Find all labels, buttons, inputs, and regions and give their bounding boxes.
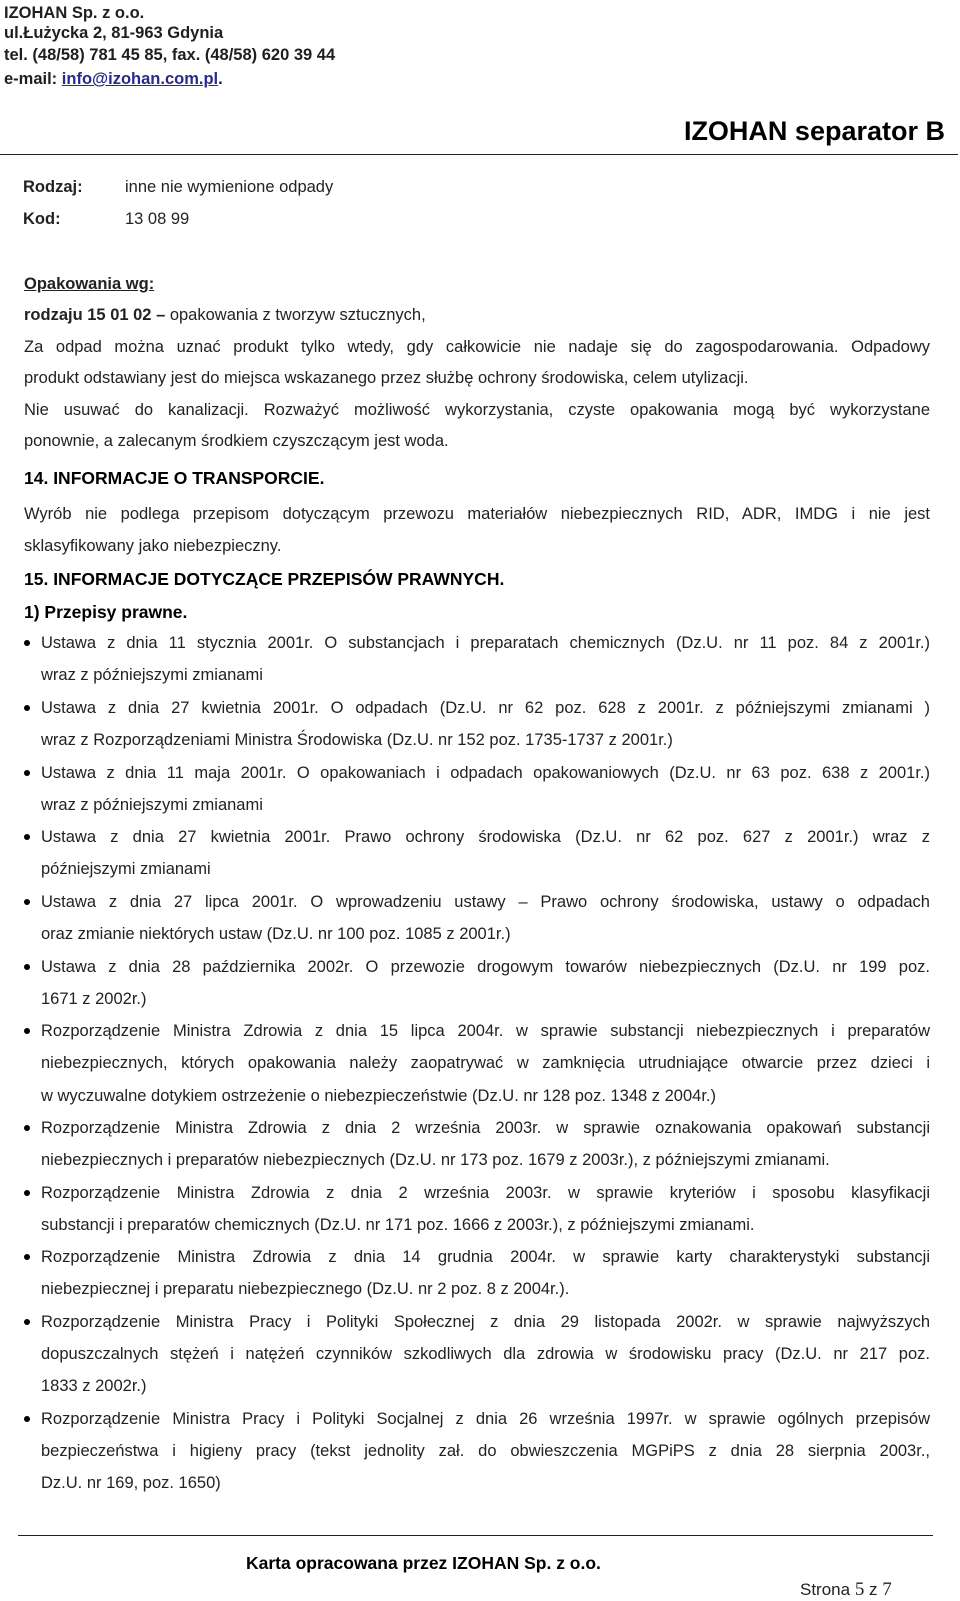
bullet-icon bbox=[24, 1028, 30, 1034]
regulation-item-cont: substancji i preparatów chemicznych (Dz.U. nr 171 poz. 1666 z 2003r.), z późniejszymi zmianami. bbox=[41, 1216, 755, 1234]
sewage-text-line-1: Nie usuwać do kanalizacji. Rozważyć możliwość wykorzystania, czyste opakowania mogą być wykorzystane bbox=[24, 401, 930, 419]
packaging-heading: Opakowania wg: bbox=[24, 275, 155, 293]
disposal-text-line-2: produkt odstawiany jest do miejsca wskazanego przez służbę ochrony środowiska, celem utylizacji. bbox=[24, 369, 749, 387]
regulation-item-cont: niebezpiecznej i preparatu niebezpiecznego (Dz.U. nr 2 poz. 8 z 2004r.). bbox=[41, 1280, 570, 1298]
bullet-icon bbox=[24, 1125, 30, 1131]
packaging-line bbox=[24, 305, 426, 325]
packaging-desc: opakowania z tworzyw sztucznych, bbox=[165, 306, 426, 324]
waste-code-label: Kod: bbox=[23, 210, 61, 228]
regulation-item-cont: oraz zmianie niektórych ustaw (Dz.U. nr 100 poz. 1085 z 2001r.) bbox=[41, 925, 511, 943]
bullet-icon bbox=[24, 1319, 30, 1325]
regulation-item-cont: dopuszczalnych stężeń i natężeń czynników szkodliwych dla zdrowia w środowisku pracy (Dz.U. nr 217 poz. bbox=[41, 1345, 930, 1363]
regulation-item: Ustawa z dnia 27 kwietnia 2001r. Prawo ochrony środowiska (Dz.U. nr 62 poz. 627 z 2001r.) wraz z bbox=[41, 828, 930, 846]
regulation-item-cont: w wyczuwalne dotykiem ostrzeżenie o niebezpieczeństwie (Dz.U. nr 128 poz. 1348 z 2004r.) bbox=[41, 1087, 717, 1105]
company-phone: tel. (48/58) 781 45 85, fax. (48/58) 620 39 44 bbox=[4, 46, 336, 64]
regulation-item: Rozporządzenie Ministra Zdrowia z dnia 2 września 2003r. w sprawie oznakowania opakowań substancji bbox=[41, 1119, 930, 1137]
regulation-item: Rozporządzenie Ministra Pracy i Polityki Społecznej z dnia 29 listopada 2002r. w sprawie najwyższych bbox=[41, 1313, 930, 1331]
page-prefix: Strona bbox=[800, 1580, 855, 1599]
regulation-item-cont: 1671 z 2002r.) bbox=[41, 990, 147, 1008]
regulation-item: Rozporządzenie Ministra Zdrowia z dnia 2 września 2003r. w sprawie kryteriów i sposobu klasyfikacji bbox=[41, 1184, 930, 1202]
bullet-icon bbox=[24, 1254, 30, 1260]
bullet-icon bbox=[24, 964, 30, 970]
email-label: e-mail: bbox=[4, 70, 58, 88]
page-total: 7 bbox=[882, 1579, 892, 1600]
regulation-item: Ustawa z dnia 28 października 2002r. O przewozie drogowym towarów niebezpiecznych (Dz.U. nr 199 poz. bbox=[41, 958, 930, 976]
transport-text-line-1: Wyrób nie podlega przepisom dotyczącym przewozu materiałów niebezpiecznych RID, ADR, IMDG i nie jest bbox=[24, 505, 930, 523]
document-title: IZOHAN separator B bbox=[683, 116, 945, 146]
waste-code-value: 13 08 99 bbox=[125, 210, 190, 228]
bullet-icon bbox=[24, 834, 30, 840]
section-15-heading: 15. INFORMACJE DOTYCZĄCE PRZEPISÓW PRAWNYCH. bbox=[24, 569, 505, 589]
regulation-item: Rozporządzenie Ministra Zdrowia z dnia 15 lipca 2004r. w sprawie substancji niebezpiecznych i preparatów bbox=[41, 1022, 930, 1040]
regulation-item-cont: 1833 z 2002r.) bbox=[41, 1377, 147, 1395]
regulation-item-cont: wraz z późniejszymi zmianami bbox=[41, 796, 263, 814]
bullet-icon bbox=[24, 899, 30, 905]
regulation-item-cont: Dz.U. nr 169, poz. 1650) bbox=[41, 1474, 221, 1492]
regulation-item-cont: bezpieczeństwa i higieny pracy (tekst jednolity zał. do obwieszczenia MGPiPS z dnia 28 sierpnia 2003r., bbox=[41, 1442, 930, 1460]
bullet-icon bbox=[24, 705, 30, 711]
waste-type-value: inne nie wymienione odpady bbox=[125, 178, 334, 196]
regulation-item-cont: późniejszymi zmianami bbox=[41, 860, 211, 878]
bullet-icon bbox=[24, 640, 30, 646]
disposal-text-line-1: Za odpad można uznać produkt tylko wtedy, gdy całkowicie nie nadaje się do zagospodarowania. Odpadowy bbox=[24, 338, 930, 356]
company-address: ul.Łużycka 2, 81-963 Gdynia bbox=[4, 24, 224, 42]
email-suffix: . bbox=[218, 70, 223, 88]
regulation-item-cont: wraz z późniejszymi zmianami bbox=[41, 666, 263, 684]
company-email bbox=[4, 66, 223, 92]
waste-type-label: Rodzaj: bbox=[23, 178, 83, 196]
header-divider bbox=[0, 154, 958, 155]
email-link[interactable]: info@izohan.com.pl bbox=[61, 70, 219, 88]
footer-divider bbox=[18, 1535, 933, 1536]
regulation-item-cont: niebezpiecznych i preparatów niebezpiecznych (Dz.U. nr 173 poz. 1679 z 2003r.), z późniejszymi zmianami. bbox=[41, 1151, 830, 1169]
bullet-icon bbox=[24, 1416, 30, 1422]
regulation-item-cont: wraz z Rozporządzeniami Ministra Środowiska (Dz.U. nr 152 poz. 1735-1737 z 2001r.) bbox=[41, 731, 673, 749]
regulation-item: Ustawa z dnia 27 lipca 2001r. O wprowadzeniu ustawy – Prawo ochrony środowiska, ustawy o odpadach bbox=[41, 893, 930, 911]
packaging-code: rodzaju 15 01 02 – bbox=[24, 306, 166, 324]
page-current: 5 bbox=[854, 1579, 865, 1600]
regulation-item: Rozporządzenie Ministra Pracy i Polityki Socjalnej z dnia 26 września 1997r. w sprawie ogólnych przepisów bbox=[41, 1410, 930, 1428]
regulation-item: Ustawa z dnia 27 kwietnia 2001r. O odpadach (Dz.U. nr 62 poz. 628 z 2001r. z późniejszymi zmianami ) bbox=[41, 699, 930, 717]
page-mid: z bbox=[864, 1580, 883, 1599]
page-number bbox=[800, 1579, 892, 1601]
regulation-item: Rozporządzenie Ministra Zdrowia z dnia 14 grudnia 2004r. w sprawie karty charakterystyki substancji bbox=[41, 1248, 930, 1266]
regulation-item: Ustawa z dnia 11 stycznia 2001r. O substancjach i preparatach chemicznych (Dz.U. nr 11 poz. 84 z 2001r.) bbox=[41, 634, 930, 652]
footer-text: Karta opracowana przez IZOHAN Sp. z o.o. bbox=[246, 1553, 601, 1573]
sewage-text-line-2: ponownie, a zalecanym środkiem czyszczącym jest woda. bbox=[24, 432, 449, 450]
section-14-heading: 14. INFORMACJE O TRANSPORCIE. bbox=[24, 468, 325, 488]
legal-subheading: 1) Przepisy prawne. bbox=[24, 602, 188, 622]
bullet-icon bbox=[24, 770, 30, 776]
transport-text-line-2: sklasyfikowany jako niebezpieczny. bbox=[24, 537, 282, 555]
company-name: IZOHAN Sp. z o.o. bbox=[4, 4, 145, 22]
regulation-item-cont: niebezpiecznych, których opakowania należy zaopatrywać w zamknięcia utrudniające otwarcie przez dzieci i bbox=[41, 1054, 930, 1072]
regulation-item: Ustawa z dnia 11 maja 2001r. O opakowaniach i odpadach opakowaniowych (Dz.U. nr 63 poz. 638 z 2001r.) bbox=[41, 764, 930, 782]
bullet-icon bbox=[24, 1190, 30, 1196]
